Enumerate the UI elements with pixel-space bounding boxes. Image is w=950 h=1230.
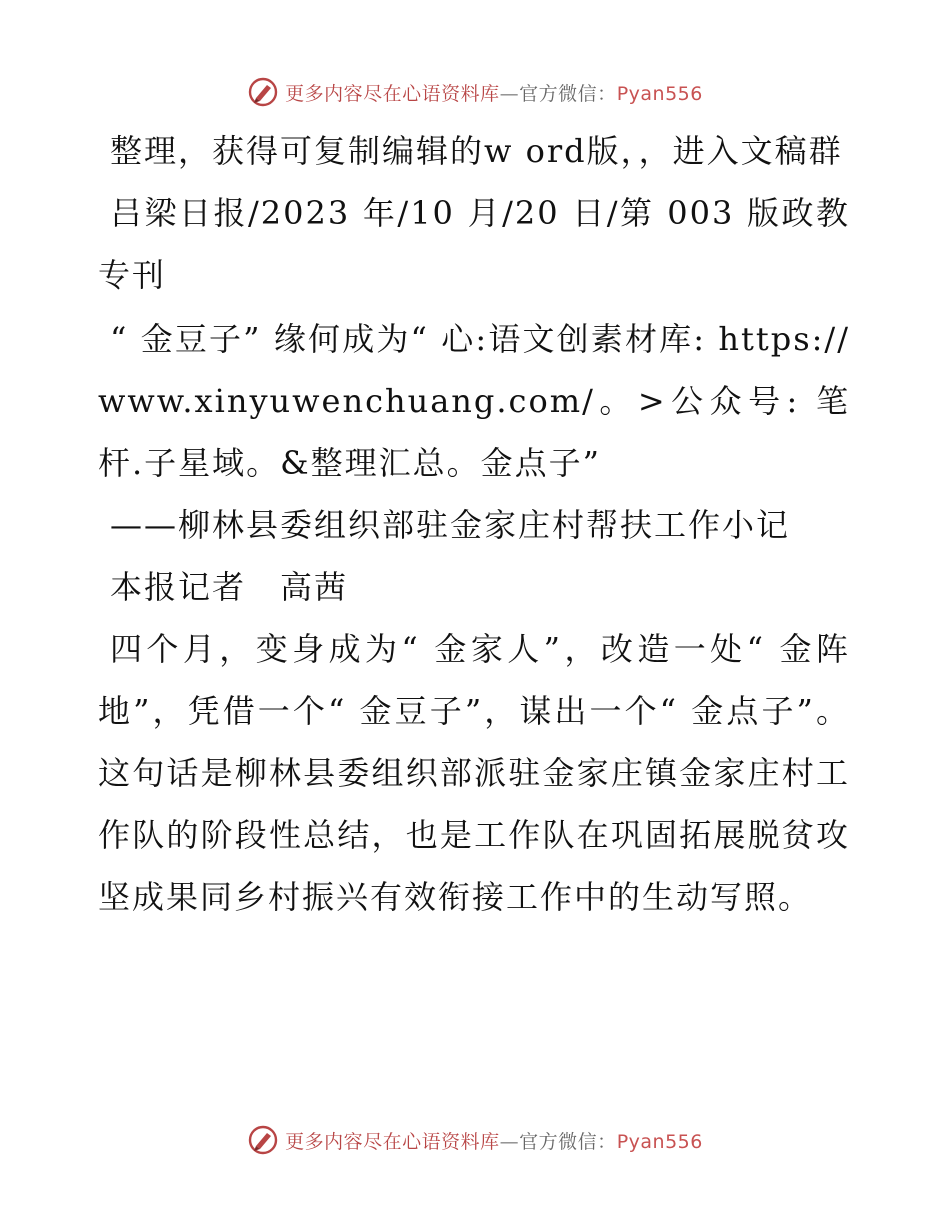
watermark-label: 官方微信： [519, 1130, 617, 1153]
watermark-banner-top [0, 72, 950, 112]
watermark-dash: — [499, 82, 520, 105]
body-paragraph: 四个月，变身成为“ 金家人”，改造一处“ 金阵地”，凭借一个“ 金豆子”，谋出一个“ 金点子”。这句话是柳林县委组织部派驻金家庄镇金家庄村工作队的阶段性总结，也是工作队在巩固拓展脱贫攻坚成果同乡村振兴有效衔接工作中的生动写照。 [98, 630, 850, 916]
watermark-main-text: 更多内容尽在心语资料库 [285, 1130, 500, 1153]
reporter-line: 本报记者 高茜 [110, 568, 349, 606]
watermark-wechat-id: Pyan556 [616, 82, 703, 105]
article-headline: “ 金豆子” 缘何成为“ 心:语文创素材库: https://www.xinyuwenchuang.com/。>公众号: 笔杆.子星域。&整理汇总。金点子” [98, 320, 850, 482]
watermark-wechat-id: Pyan556 [616, 1130, 703, 1153]
article-subtitle: ——柳林县委组织部驻金家庄村帮扶工作小记 [110, 506, 791, 544]
intro-paragraph: 整理，获得可复制编辑的w ord版，，进入文稿群 [110, 132, 843, 170]
watermark-text [285, 79, 703, 106]
document-body [98, 120, 850, 928]
watermark-dash: — [499, 1130, 520, 1153]
watermark-label: 官方微信： [519, 82, 617, 105]
source-line: 吕梁日报/2023 年/10 月/20 日/第 003 版政教专刊 [98, 194, 850, 294]
pen-logo-icon [247, 1124, 279, 1156]
watermark-main-text: 更多内容尽在心语资料库 [285, 82, 500, 105]
watermark-text [285, 1127, 703, 1154]
watermark-banner-bottom [0, 1120, 950, 1160]
pen-logo-icon [247, 76, 279, 108]
